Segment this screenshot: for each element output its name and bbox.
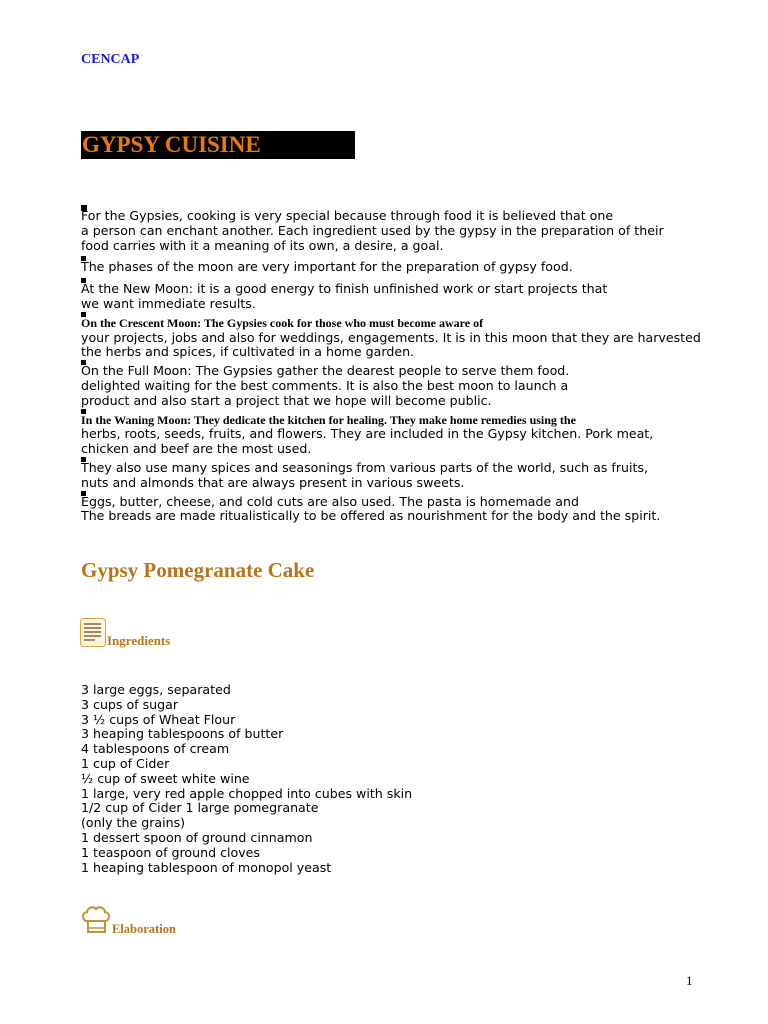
paragraph-full-moon: On the Full Moon: The Gypsies gather the dearest people to serve them food. delighted waiting for the best comments. It is also the best moon to launch a product and also start a project that we hope will become public. bbox=[81, 363, 570, 408]
organization-name: CENCAP bbox=[81, 52, 140, 67]
paragraph-eggs-breads: Eggs, butter, cheese, and cold cuts are also used. The pasta is homemade and The breads are made ritualistically to be offered as nourishment for the body and the spirit. bbox=[81, 493, 661, 524]
list-item: ½ cup of sweet white wine bbox=[81, 770, 250, 786]
ingredients-list bbox=[81, 683, 412, 875]
list-item: 3 ½ cups of Wheat Flour bbox=[81, 711, 236, 727]
list-item: 1 heaping tablespoon of monopol yeast bbox=[81, 859, 332, 875]
paragraph-waning-moon: In the Waning Moon: They dedicate the kitchen for healing. They make home remedies using the herbs, roots, seeds, fruits, and flowers. They are included in the Gypsy kitchen. Pork meat, chicken and beef are the most used. bbox=[81, 412, 654, 457]
paragraph-spices: They also use many spices and seasonings from various parts of the world, such as fruits, nuts and almonds that are always present in various sweets. bbox=[81, 459, 649, 490]
paragraph-crescent-moon: On the Crescent Moon: The Gypsies cook for those who must become aware of your projects, jobs and also for weddings, engagements. It is in this moon that they are harvested the herbs and spices, if cultivated in a home garden. bbox=[81, 315, 701, 360]
list-item: (only the grains) bbox=[81, 815, 186, 831]
list-item: 4 tablespoons of cream bbox=[81, 741, 230, 757]
paragraph-new-moon: At the New Moon: it is a good energy to finish unfinished work or start projects that we want immediate results. bbox=[81, 281, 608, 311]
list-item: 1 dessert spoon of ground cinnamon bbox=[81, 829, 313, 845]
paragraph-gypsies-cooking: For the Gypsies, cooking is very special because through food it is believed that one a person can enchant another. Each ingredient used by the gypsy in the preparation of their food carries with it a meaning of its own, a desire, a goal. bbox=[81, 208, 664, 253]
intro-section bbox=[81, 205, 701, 524]
chef-hat-icon bbox=[80, 904, 112, 936]
page-number: 1 bbox=[686, 973, 693, 988]
list-item: 1 large, very red apple chopped into cubes with skin bbox=[81, 785, 413, 801]
list-item: 3 cups of sugar bbox=[81, 696, 179, 712]
list-item: 1 cup of Cider bbox=[81, 755, 170, 771]
list-item: 3 heaping tablespoons of butter bbox=[81, 726, 284, 742]
paragraph-moon-phases: The phases of the moon are very important for the preparation of gypsy food. bbox=[81, 259, 573, 275]
document-title: GYPSY CUISINE bbox=[82, 132, 261, 157]
elaboration-label: Elaboration bbox=[112, 922, 176, 936]
list-item: 1 teaspoon of ground cloves bbox=[81, 844, 260, 860]
list-item: 1/2 cup of Cider 1 large pomegranate bbox=[81, 800, 319, 816]
recipe-card-icon bbox=[80, 618, 106, 647]
list-item: 3 large eggs, separated bbox=[81, 682, 231, 697]
recipe-title: Gypsy Pomegranate Cake bbox=[81, 558, 315, 582]
title-banner bbox=[81, 131, 355, 159]
ingredients-label: Ingredients bbox=[107, 633, 171, 648]
